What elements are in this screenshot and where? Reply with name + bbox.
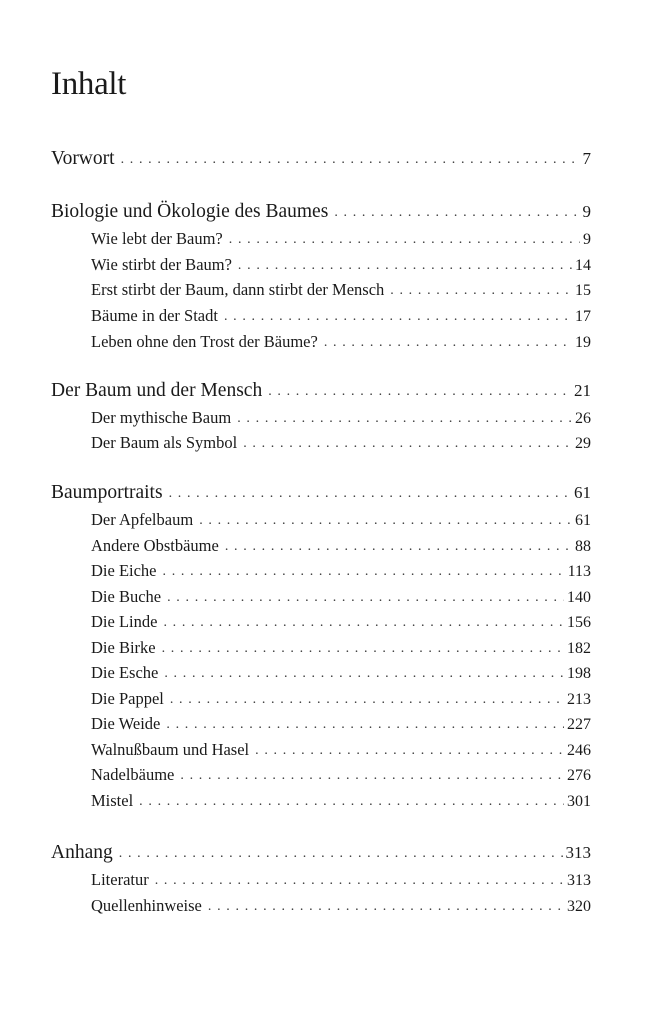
dot-leader xyxy=(199,513,572,529)
toc-subentry-label: Die Buche xyxy=(91,587,162,606)
toc-subentry[interactable] xyxy=(91,536,591,560)
toc-subentry-label: Quellenhinweise xyxy=(91,896,202,915)
dot-leader xyxy=(162,641,564,657)
toc-subentry[interactable] xyxy=(91,714,591,738)
toc-subentry-label: Erst stirbt der Baum, dann stirbt der Mensch xyxy=(91,280,385,299)
toc-subentry-label: Mistel xyxy=(91,791,134,810)
toc-subentry[interactable] xyxy=(91,663,591,687)
toc-section-label: Der Baum und der Mensch xyxy=(51,380,263,401)
toc-page-number: 17 xyxy=(575,308,591,325)
dot-leader xyxy=(139,794,564,810)
toc-page-number: 26 xyxy=(575,410,591,427)
toc-subentry[interactable] xyxy=(91,740,591,764)
dot-leader xyxy=(237,411,572,427)
toc-page-number: 61 xyxy=(574,483,591,502)
toc-subentry[interactable] xyxy=(91,332,591,356)
toc-page-number: 198 xyxy=(567,665,591,682)
dot-leader xyxy=(170,692,564,708)
toc-subentry[interactable] xyxy=(91,433,591,457)
toc-subentry-label: Die Pappel xyxy=(91,689,164,708)
toc-subentry[interactable] xyxy=(91,408,591,432)
toc-section-label: Baumportraits xyxy=(51,482,163,503)
toc-subentry[interactable] xyxy=(91,870,591,894)
toc-page-number: 113 xyxy=(567,563,591,580)
toc-subentry-label: Die Eiche xyxy=(91,561,157,580)
toc-page-number: 61 xyxy=(575,512,591,529)
dot-leader xyxy=(208,899,564,915)
dot-leader xyxy=(119,846,563,862)
toc-page-number: 7 xyxy=(582,149,591,168)
dot-leader xyxy=(243,436,572,452)
dot-leader xyxy=(255,743,564,759)
toc-section-baumportraits[interactable] xyxy=(51,482,591,508)
toc-subentry[interactable] xyxy=(91,765,591,789)
toc-subentry[interactable] xyxy=(91,689,591,713)
toc-subentry-label: Walnußbaum und Hasel xyxy=(91,740,250,759)
toc-subentry[interactable] xyxy=(91,612,591,636)
toc-page-number: 15 xyxy=(575,282,591,299)
toc-page-number: 88 xyxy=(575,538,591,555)
toc-page-number: 182 xyxy=(567,640,591,657)
dot-leader xyxy=(167,590,564,606)
dot-leader xyxy=(224,309,572,325)
toc-page-number: 320 xyxy=(567,898,591,915)
toc-section-biologie[interactable] xyxy=(51,201,591,227)
toc-page-number: 313 xyxy=(567,872,591,889)
toc-subentry-label: Wie stirbt der Baum? xyxy=(91,255,232,274)
toc-subentry-label: Leben ohne den Trost der Bäume? xyxy=(91,332,318,351)
dot-leader xyxy=(169,486,571,502)
toc-subentry[interactable] xyxy=(91,306,591,330)
toc-page-number: 19 xyxy=(575,334,591,351)
toc-section-label: Anhang xyxy=(51,842,113,863)
toc-page-number: 9 xyxy=(582,202,591,221)
toc-section-label: Biologie und Ökologie des Baumes xyxy=(51,201,329,222)
toc-subentry-label: Die Esche xyxy=(91,663,159,682)
dot-leader xyxy=(229,232,580,248)
toc-section-label: Vorwort xyxy=(51,148,115,169)
toc-page-number: 140 xyxy=(567,589,591,606)
toc-subentry-label: Der mythische Baum xyxy=(91,408,232,427)
page-title: Inhalt xyxy=(51,66,127,102)
toc-subentry-label: Die Weide xyxy=(91,714,161,733)
toc-subentry-label: Die Linde xyxy=(91,612,158,631)
toc-page-number: 213 xyxy=(567,691,591,708)
toc-page-number: 9 xyxy=(583,231,591,248)
toc-page-number: 276 xyxy=(567,767,591,784)
toc-subentry-label: Andere Obstbäume xyxy=(91,536,219,555)
toc-subentry-label: Der Baum als Symbol xyxy=(91,433,238,452)
toc-subentry-label: Literatur xyxy=(91,870,149,889)
dot-leader xyxy=(163,564,565,580)
toc-subentry[interactable] xyxy=(91,229,591,253)
toc-subentry[interactable] xyxy=(91,280,591,304)
dot-leader xyxy=(324,335,572,351)
dot-leader xyxy=(390,283,572,299)
dot-leader xyxy=(121,152,580,168)
toc-page-number: 227 xyxy=(567,716,591,733)
dot-leader xyxy=(164,666,564,682)
toc-subentry[interactable] xyxy=(91,638,591,662)
toc-page-number: 21 xyxy=(574,381,591,400)
toc-subentry[interactable] xyxy=(91,587,591,611)
toc-page-number: 301 xyxy=(567,793,591,810)
toc-subentry-label: Nadelbäume xyxy=(91,765,175,784)
toc-page-number: 313 xyxy=(565,843,591,862)
dot-leader xyxy=(225,539,572,555)
toc-subentry[interactable] xyxy=(91,896,591,920)
toc-subentry-label: Wie lebt der Baum? xyxy=(91,229,223,248)
toc-subentry[interactable] xyxy=(91,561,591,585)
dot-leader xyxy=(238,258,572,274)
dot-leader xyxy=(155,873,564,889)
toc-section-anhang[interactable] xyxy=(51,842,591,868)
toc-page-number: 156 xyxy=(567,614,591,631)
toc-page-number: 14 xyxy=(575,257,591,274)
dot-leader xyxy=(180,768,564,784)
toc-subentry-label: Der Apfelbaum xyxy=(91,510,194,529)
toc-subentry-label: Bäume in der Stadt xyxy=(91,306,218,325)
toc-section-vorwort[interactable] xyxy=(51,148,591,174)
toc-page-number: 29 xyxy=(575,435,591,452)
dot-leader xyxy=(166,717,564,733)
toc-section-baum-und-mensch[interactable] xyxy=(51,380,591,406)
toc-subentry[interactable] xyxy=(91,791,591,815)
toc-page-number: 246 xyxy=(567,742,591,759)
dot-leader xyxy=(163,615,564,631)
toc-subentry[interactable] xyxy=(91,510,591,534)
toc-subentry[interactable] xyxy=(91,255,591,279)
dot-leader xyxy=(334,205,579,221)
dot-leader xyxy=(268,384,571,400)
toc-subentry-label: Die Birke xyxy=(91,638,156,657)
